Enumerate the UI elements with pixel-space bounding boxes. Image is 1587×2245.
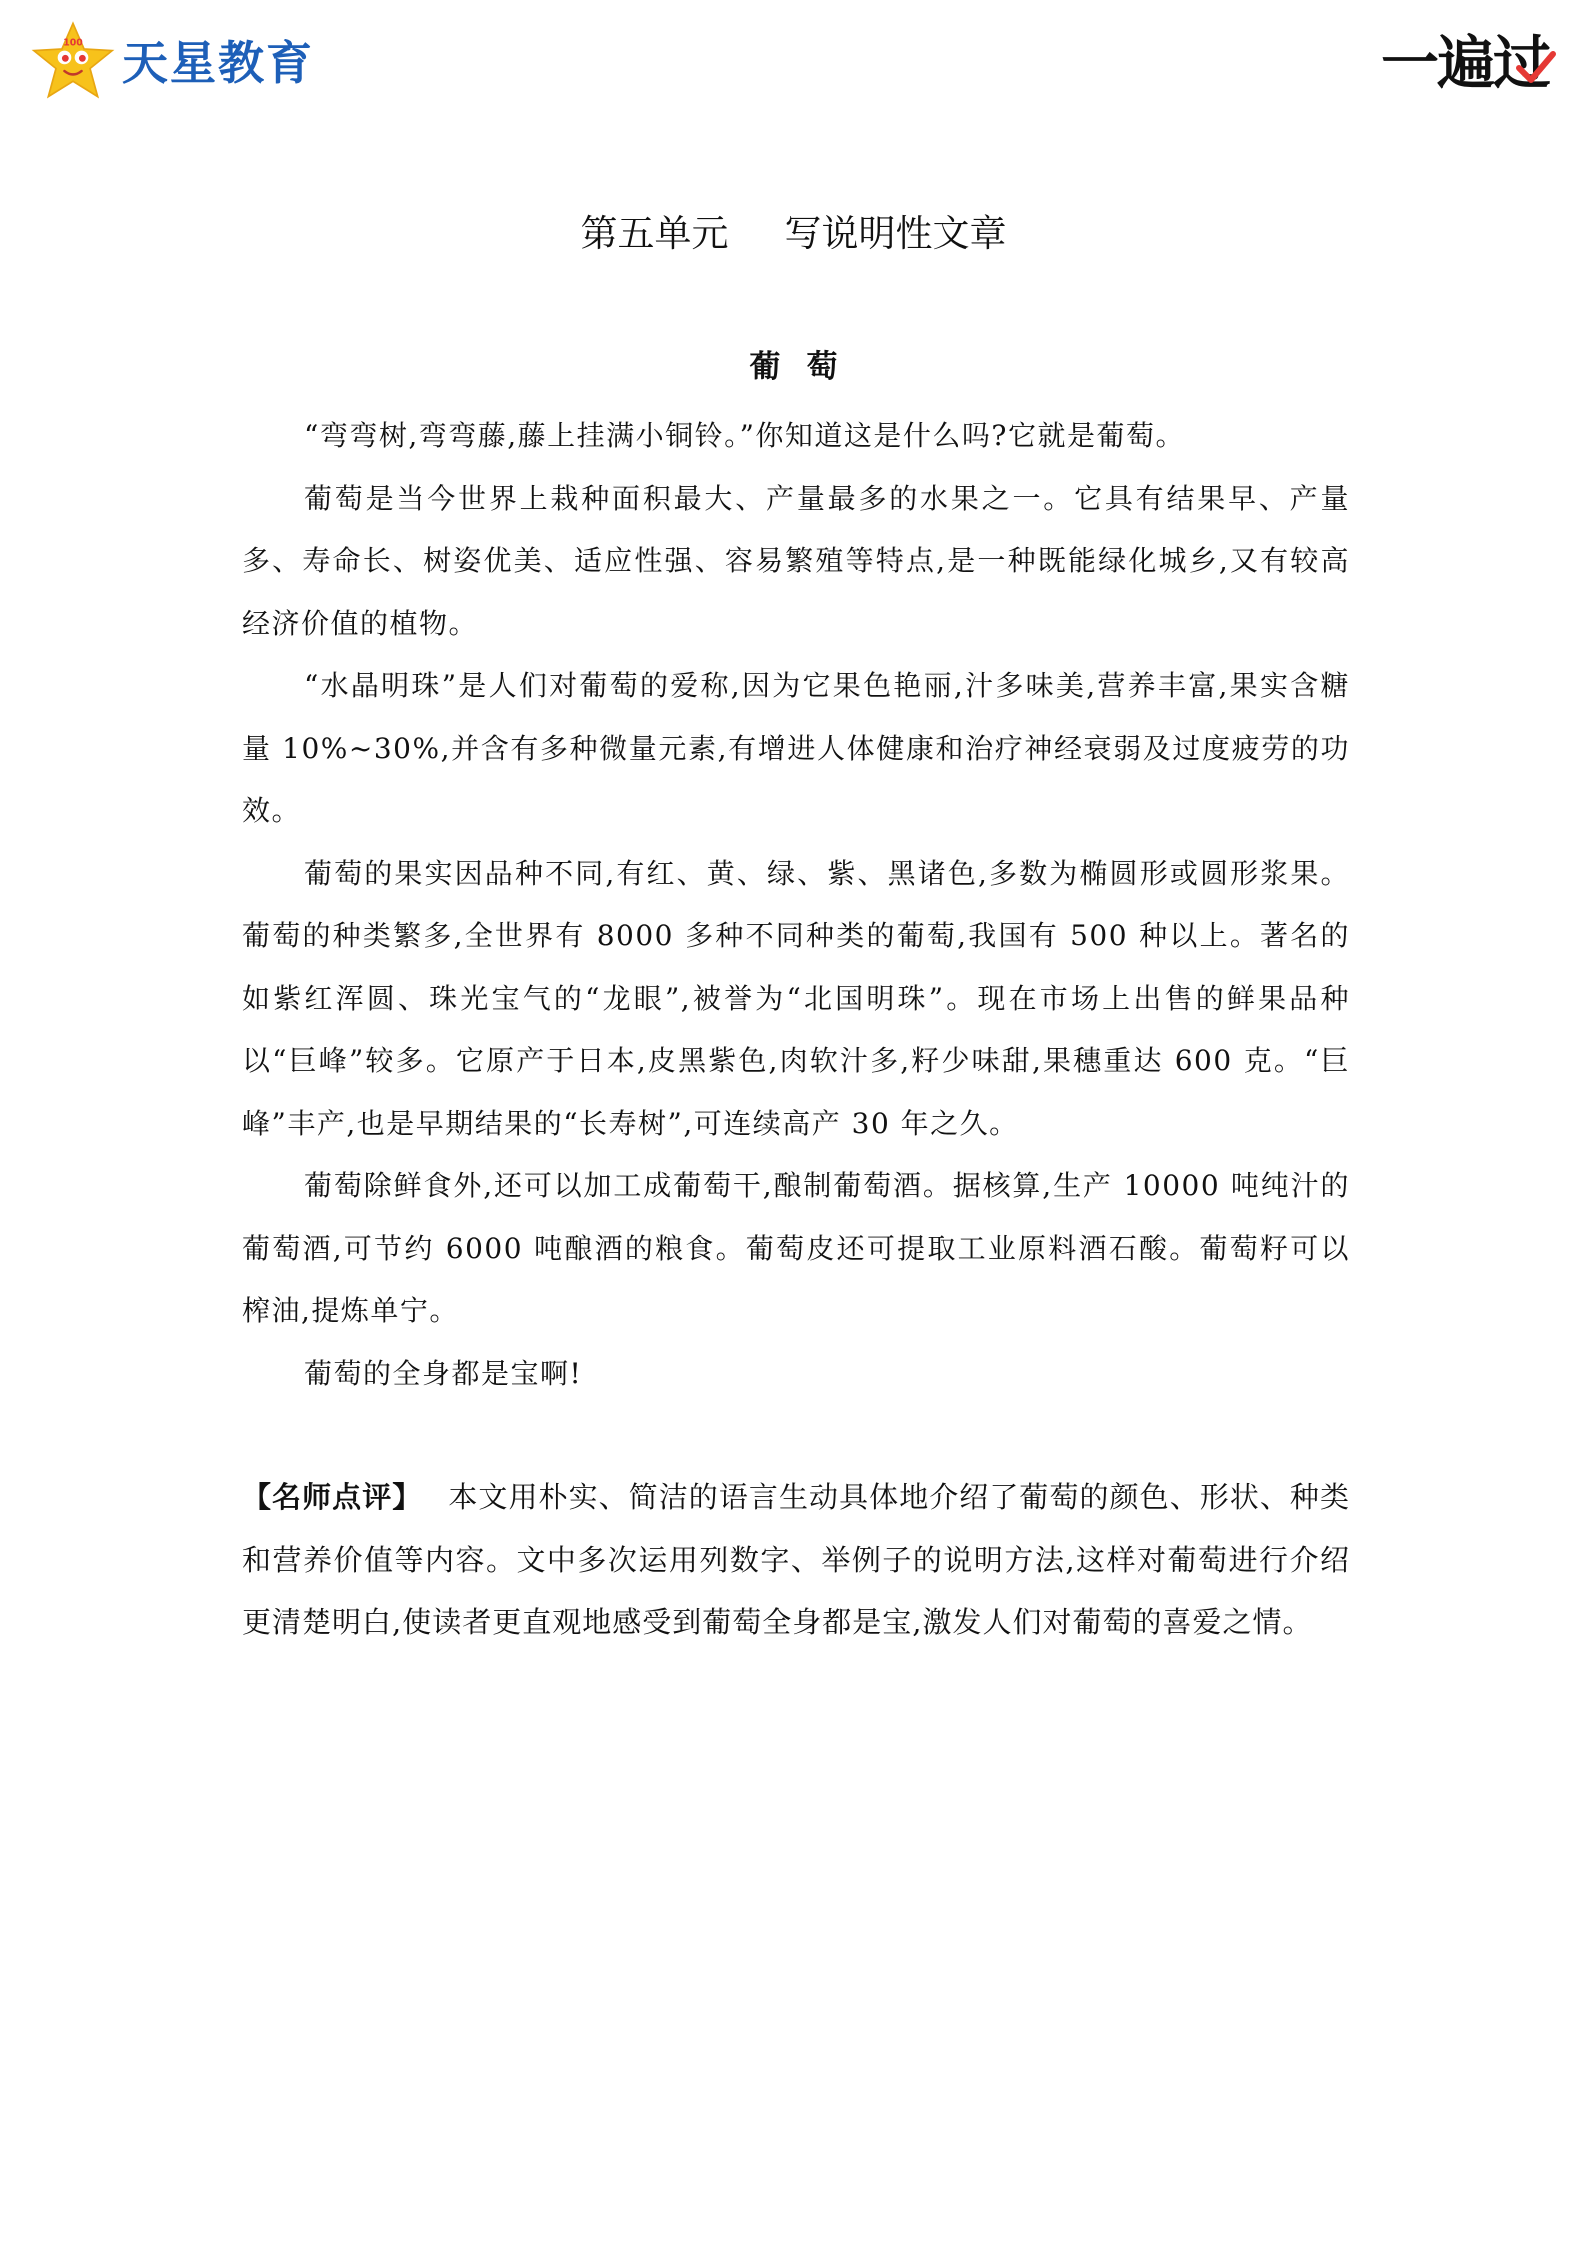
paragraph: “弯弯树,弯弯藤,藤上挂满小铜铃。”你知道这是什么吗?它就是葡萄。 [304,419,1185,452]
brand-name: 天星教育 [122,36,314,90]
teacher-comment [242,1466,1350,1654]
brand-logo [30,20,314,100]
right-logo-text: 一遍过 [1380,29,1549,97]
paragraph: “水晶明珠”是人们对葡萄的爱称,因为它果色艳丽,汁多味美,营养丰富,果实含糖量 10%~30%,并含有多种微量元素,有增进人体健康和治疗神经衰弱及过度疲劳的功效。 [242,669,1350,827]
yibianguo-logo [1381,16,1557,100]
svg-text:100: 100 [63,37,83,49]
article-title: 葡萄 [749,349,864,385]
checkmark-icon [1515,48,1557,86]
unit-title [0,204,1587,264]
star-mascot-icon [30,20,116,100]
article-body [242,405,1350,1405]
unit-number: 第五单元 [580,212,729,255]
paragraph: 葡萄的果实因品种不同,有红、黄、绿、紫、黑诸色,多数为椭圆形或圆形浆果。葡萄的种类繁多,全世界有 8000 多种不同种类的葡萄,我国有 500 种以上。著名的如紫红浑圆、珠光宝气的“龙眼”,被誉为“北国明珠”。现在市场上出售的鲜果品种以“巨峰”较多。它原产于日本,皮黑紫色,肉软汁多,籽少味甜,果穗重达 600 克。“巨峰”丰产,也是早期结果的“长寿树”,可连续高产 30 年之久。 [242,856,1350,1140]
paragraph: 葡萄除鲜食外,还可以加工成葡萄干,酿制葡萄酒。据核算,生产 10000 吨纯汁的葡萄酒,可节约 6000 吨酿酒的粮食。葡萄皮还可提取工业原料酒石酸。葡萄籽可以榨油,提炼单宁。 [242,1169,1350,1327]
unit-topic: 写说明性文章 [784,212,1007,255]
comment-label: 【名师点评】 [242,1480,423,1514]
comment-text: 本文用朴实、简洁的语言生动具体地介绍了葡萄的颜色、形状、种类和营养价值等内容。文中多次运用列数字、举例子的说明方法,这样对葡萄进行介绍更清楚明白,使读者更直观地感受到葡萄全身都是宝,激发人们对葡萄的喜爱之情。 [242,1480,1350,1639]
paragraph: 葡萄是当今世界上栽种面积最大、产量最多的水果之一。它具有结果早、产量多、寿命长、树姿优美、适应性强、容易繁殖等特点,是一种既能绿化城乡,又有较高经济价值的植物。 [242,481,1350,640]
paragraph: 葡萄的全身都是宝啊! [304,1356,583,1390]
